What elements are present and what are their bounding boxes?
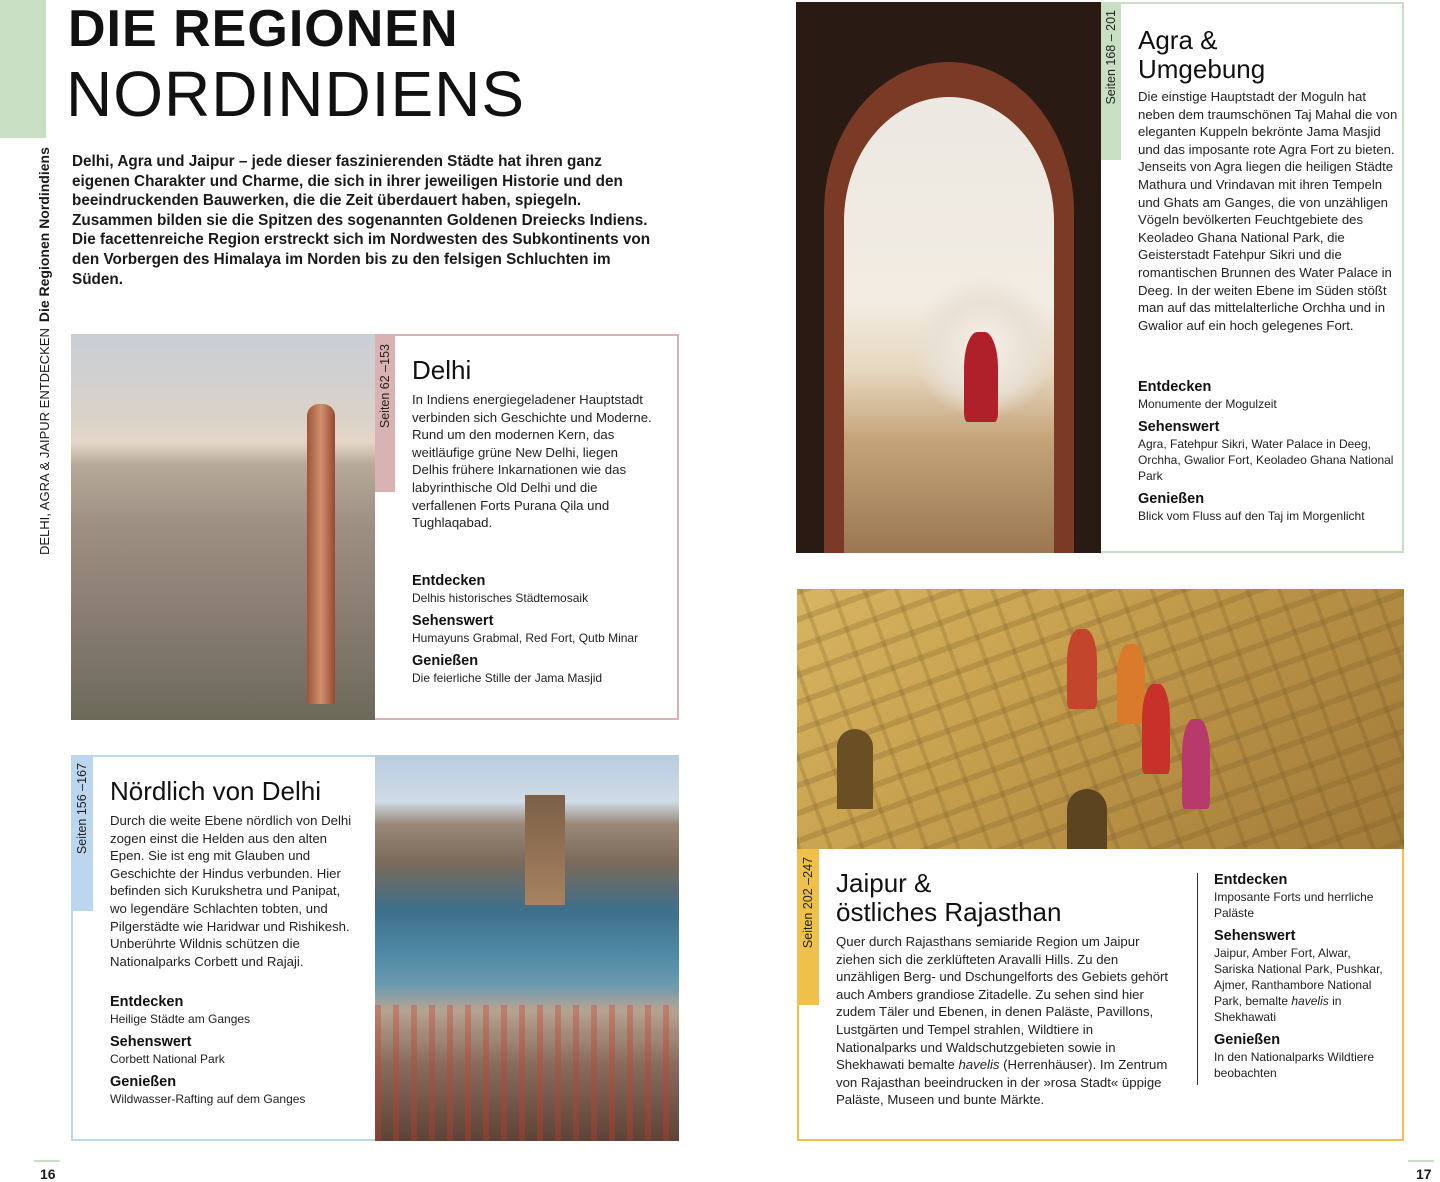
- north-h-geniessen: Genießen: [110, 1074, 177, 1090]
- delhi-body: In Indiens energiegeladener Hauptstadt verbinden sich Geschichte und Moderne. Rund um den modernen Kern, das weitläufige grüne New Delhi, liegen Delhis frühere Inkarnationen wie das labyrinthische Old Delhi und die verfallenen Forts Purana Qila und Tughlaqabad.: [412, 392, 652, 531]
- jaipur-h-sehenswert: Sehenswert: [1214, 928, 1296, 944]
- doorway-shape-2: [1067, 789, 1107, 849]
- delhi-card: [375, 334, 679, 720]
- jaipur-card: [797, 849, 1404, 1141]
- north-body: Durch die weite Ebene nördlich von Delhi zogen einst die Helden aus den alten Epen. Sie ist eng mit Glauben und Geschichte der Hindus verbunden. Hier befinden sich Kurukshetra und Panipat, wo legendäre Schlachten tobten, und Pilgerstädte wie Haridwar und Rishikesh. Unberührte Wildnis schützen die Nationalparks Corbett und Rajaji.: [110, 813, 352, 969]
- agra-title-line1: Agra &: [1138, 25, 1218, 55]
- north-content: [110, 777, 365, 970]
- side-running-title-section: Die Regionen Nordindiens: [36, 147, 52, 323]
- crowd-shape: [375, 1005, 679, 1141]
- agra-t-entdecken: Monumente der Mogulzeit: [1138, 397, 1277, 411]
- arch-opening-shape: [844, 97, 1054, 553]
- north-page-range: Seiten 156 –167: [75, 763, 89, 855]
- jaipur-t-entdecken: Imposante Forts und herrliche Paläste: [1214, 890, 1374, 920]
- north-title: Nördlich von Delhi: [110, 776, 321, 806]
- jaipur-facts: [1214, 871, 1389, 1081]
- jaipur-body-part1: Quer durch Rajasthans semiaride Region um Jaipur ziehen sich die zerklüfteten Aravalli Hills. Zu den unzähligen Berg- und Dschungelforts des Gebiets gehört auch Ambers grandiose Zitadelle. Zu sehen sind hier zudem Täler und Ebenen, in denen Paläste, Pavillons, Lustgärten und Tempel strahlen, Wildtiere in Nationalparks und Waldschutzgebieten sowie in Shekhawati bemalte: [836, 934, 1169, 1073]
- jaipur-h-geniessen: Genießen: [1214, 1032, 1281, 1048]
- north-page-tab: [71, 755, 93, 911]
- delhi-t-geniessen: Die feierliche Stille der Jama Masjid: [412, 671, 603, 685]
- agra-h-entdecken: Entdecken: [1138, 379, 1212, 395]
- delhi-h-entdecken: Entdecken: [412, 573, 486, 589]
- north-facts: [110, 989, 365, 1107]
- jaipur-t-sehenswert: [1214, 945, 1389, 1025]
- north-t-sehenswert: Corbett National Park: [110, 1052, 225, 1066]
- jaipur-sehenswert-part2: in Shekhawati: [1214, 994, 1342, 1024]
- north-card: [71, 755, 375, 1141]
- jaipur-h-entdecken: Entdecken: [1214, 872, 1288, 888]
- delhi-page-range: Seiten 62 –153: [378, 344, 392, 429]
- doorway-shape: [837, 729, 873, 809]
- jaipur-title-line1: Jaipur &: [836, 868, 932, 898]
- delhi-content: [412, 356, 662, 532]
- agra-h-sehenswert: Sehenswert: [1138, 419, 1220, 435]
- jaipur-column-divider: [1197, 873, 1198, 1085]
- delhi-t-sehenswert: Humayuns Grabmal, Red Fort, Qutb Minar: [412, 631, 639, 645]
- jaipur-page-tab: [797, 849, 819, 1005]
- delhi-facts: [412, 568, 662, 686]
- delhi-h-geniessen: Genießen: [412, 653, 479, 669]
- ganges-photo: [375, 755, 679, 1141]
- woman-figure-shape-1: [1067, 629, 1097, 709]
- jaipur-body-em: havelis: [958, 1057, 1000, 1073]
- delhi-t-entdecken: Delhis historisches Städtemosaik: [412, 591, 589, 605]
- agra-card: [1101, 2, 1404, 553]
- jaipur-body: [836, 933, 1172, 1109]
- agra-content: [1138, 26, 1400, 334]
- jaipur-page-range: Seiten 202 –247: [801, 857, 815, 949]
- agra-facts: [1138, 374, 1400, 524]
- agra-t-geniessen: Blick vom Fluss auf den Taj im Morgenlicht: [1138, 509, 1365, 523]
- stepwell-photo: [797, 589, 1404, 849]
- intro-paragraph: Delhi, Agra und Jaipur – jede dieser faszinierenden Städte hat ihren ganz eigenen Charakter und Charme, die sich in ihrer jeweiligen Historie und den beeindruckenden Bauwerken, die die Zeit überdauert haben, spiegeln. Zusammen bilden sie die Spitzen des sogenannten Goldenen Dreiecks Indiens. Die facettenreiche Region erstreckt sich im Nordwesten des Subkontinents von den Vorbergen des Himalaya im Norden bis zu den felsigen Schluchten im Süden.: [72, 153, 651, 288]
- minaret-shape-2: [307, 404, 335, 704]
- jaipur-content: [836, 869, 1176, 1109]
- jaipur-sehenswert-em: havelis: [1291, 994, 1329, 1008]
- agra-body: Die einstige Hauptstadt der Moguln hat neben dem traumschönen Taj Mahal die von eleganten Kuppeln bekrönte Jama Masjid und das imposante rote Agra Fort zu bieten. Jenseits von Agra liegen die heiligen Städte Mathura und Vrindavan mit ihren Tempeln und Ghats am Ganges, die von unzähligen Vögeln bevölkerten Feuchtgebiete des Keoladeo Ghana National Park, die Geisterstadt Fatehpur Sikri und die romantischen Brunnen des Water Palace in Deeg. In der weiten Ebene im Süden stößt man auf das mittelalterliche Orchha und in Gwalior auf ein hoch gelegenes Fort.: [1138, 89, 1398, 333]
- woman-figure-shape-2: [1117, 644, 1145, 724]
- jaipur-title-line2: östliches Rajasthan: [836, 897, 1062, 927]
- side-running-title-chapter: DELHI, AGRA & JAIPUR ENTDECKEN: [37, 328, 52, 555]
- jaipur-body-part2: (Herrenhäuser). Im Zentrum von Rajasthan beeindrucken in der »rosa Stadt« üppige Paläste, Museen und bunte Märkte.: [836, 1057, 1168, 1108]
- jaipur-t-geniessen: In den Nationalparks Wildtiere beobachten: [1214, 1050, 1375, 1080]
- page-number-right: 17: [1416, 1166, 1432, 1182]
- woman-figure-shape: [964, 332, 998, 422]
- side-running-title: [34, 135, 54, 555]
- taj-mahal-photo: [796, 2, 1101, 553]
- delhi-title: Delhi: [412, 355, 472, 385]
- agra-h-geniessen: Genießen: [1138, 491, 1205, 507]
- jaipur-sehenswert-part1: Jaipur, Amber Fort, Alwar, Sariska National Park, Pushkar, Ajmer, Ranthambore National Park, bemalte: [1214, 946, 1383, 1008]
- page-title-line1: DIE REGIONEN: [68, 0, 459, 58]
- page-number-left: 16: [40, 1166, 56, 1182]
- delhi-page-tab: [375, 336, 395, 492]
- woman-figure-shape-4: [1182, 719, 1210, 809]
- north-h-entdecken: Entdecken: [110, 994, 184, 1010]
- page-right-rule: [1408, 1160, 1434, 1162]
- page-left-rule: [34, 1160, 60, 1162]
- section-color-tab: [0, 0, 46, 138]
- north-t-entdecken: Heilige Städte am Ganges: [110, 1012, 251, 1026]
- temple-shape: [525, 795, 565, 905]
- page-title-line2: NORDINDIENS: [66, 58, 526, 130]
- agra-t-sehenswert: Agra, Fatehpur Sikri, Water Palace in Deeg, Orchha, Gwalior Fort, Keoladeo Ghana National Park: [1138, 437, 1394, 483]
- north-t-geniessen: Wildwasser-Rafting auf dem Ganges: [110, 1092, 306, 1106]
- delhi-photo: [71, 334, 375, 720]
- agra-page-range: Seiten 168 – 201: [1104, 10, 1118, 105]
- north-h-sehenswert: Sehenswert: [110, 1034, 192, 1050]
- agra-page-tab: [1101, 2, 1121, 160]
- delhi-h-sehenswert: Sehenswert: [412, 613, 494, 629]
- agra-title-line2: Umgebung: [1138, 54, 1266, 84]
- woman-figure-shape-3: [1142, 684, 1170, 774]
